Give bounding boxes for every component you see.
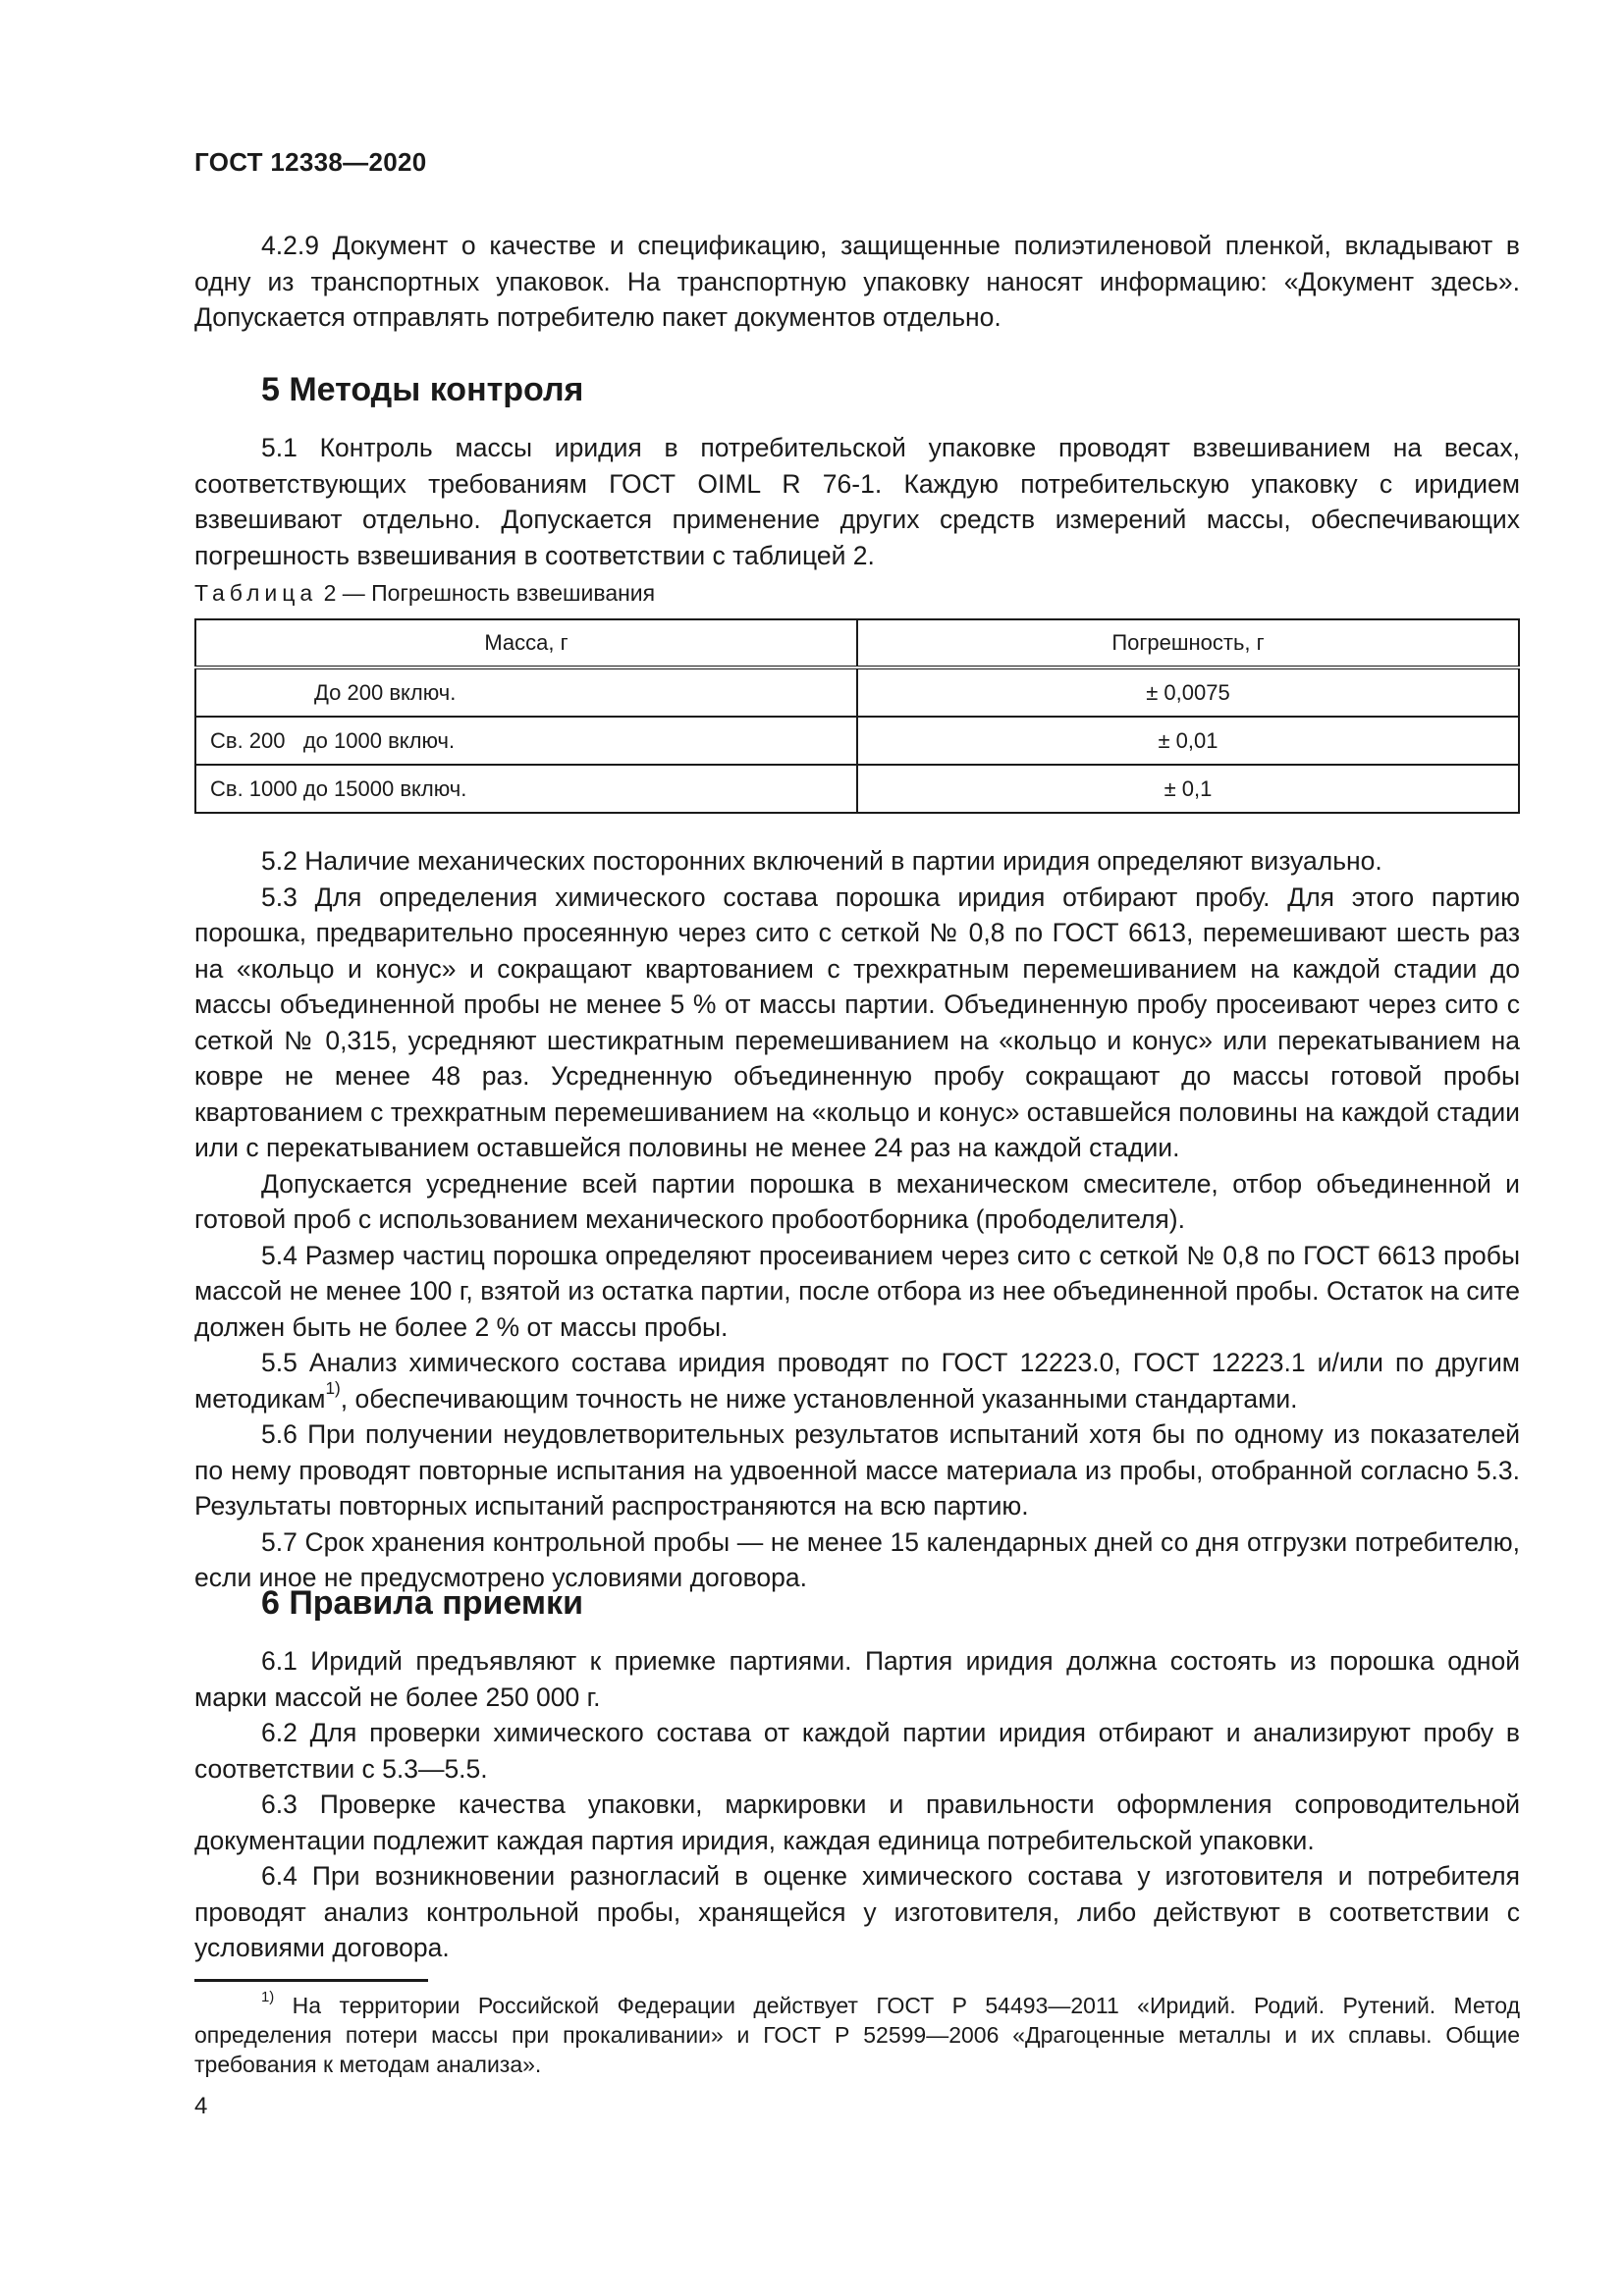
table-row — [195, 717, 1519, 765]
paragraph-5-1: 5.1 Контроль массы иридия в потребительской упаковке проводят взвешиванием на весах, соответствующих требованиям ГОСТ OIML R 76-1. Каждую потребительскую упаковку с иридием взвешивают отдельно. Допускается применение других средств измерений массы, обеспечивающих погрешность взвешивания в соответствии с таблицей 2. — [194, 433, 1520, 570]
section-6-heading-block — [194, 1583, 1520, 1623]
table-row — [195, 765, 1519, 813]
paragraph-5-7: 5.7 Срок хранения контрольной пробы — не менее 15 календарных дней со дня отгрузки потребителю, если иное не предусмотрено условиями договора. — [194, 1526, 1520, 1592]
table-cell-error: ± 0,01 — [857, 717, 1519, 765]
section-5-heading-block — [194, 370, 1520, 409]
paragraph-5-1-block — [194, 430, 1520, 573]
page-number: 4 — [194, 2093, 208, 2119]
paragraph-6-1: 6.1 Иридий предъявляют к приемке партиями. Партия иридия должна состоять из порошка одной марки массой не более 250 000 г. — [194, 1646, 1520, 1712]
paragraph-6-4: 6.4 При возникновении разногласий в оценке химического состава у изготовителя и потребителя проводят анализ контрольной пробы, хранящейся у изготовителя, либо действуют в соответствии с условиями договора. — [194, 1861, 1520, 1962]
paragraph-4-2-9: 4.2.9 Документ о качестве и спецификацию, защищенные полиэтиленовой пленкой, вкладывают в одну из транспортных упаковок. На транспортную упаковку наносят информацию: «Документ здесь». Допускается отправлять потребителю пакет документов отдельно. — [194, 231, 1520, 332]
paragraph-5-4: 5.4 Размер частиц порошка определяют просеиванием через сито с сеткой № 0,8 по ГОСТ 6613 пробы массой не менее 100 г, взятой из остатка партии, после отбора из нее объединенной пробы. Остаток на сите должен быть не более 2 % от массы пробы. — [194, 1240, 1520, 1342]
table-caption-label: Таблица — [194, 580, 318, 606]
table-caption-text: 2 — Погрешность взвешивания — [317, 580, 656, 606]
table-cell-error: ± 0,1 — [857, 765, 1519, 813]
section-5-body — [194, 843, 1520, 1596]
footnote — [194, 1991, 1520, 2079]
footnote-reference: 1) — [325, 1377, 341, 1398]
footnote-divider — [194, 1979, 428, 1982]
footnote-mark: 1) — [261, 1989, 275, 2006]
table-row — [195, 667, 1519, 717]
paragraph-5-5-start: 5.5 Анализ химического состава иридия проводят по ГОСТ 12223.0, ГОСТ 12223.1 и/или по другим методикам — [194, 1348, 1520, 1414]
paragraph-5-3-addendum: Допускается усреднение всей партии порошка в механическом смесителе, отбор объединенной и готовой проб с использованием механического пробоотборника (прободелителя). — [194, 1168, 1520, 1234]
paragraph-5-3: 5.3 Для определения химического состава порошка иридия отбирают пробу. Для этого партию порошка, предварительно просеянную через сито с сеткой № 0,8 по ГОСТ 6613, перемешивают шесть раз на «кольцо и конус» и сокращают квартованием с трехкратным перемешиванием на каждой стадии до массы объединенной пробы не менее 5 % от массы партии. Объединенную пробу просеивают через сито с сеткой № 0,315, усредняют шестикратным перемешиванием на «кольцо и конус» или перекатыванием на ковре не менее 48 раз. Усредненную объединенную пробу сокращают до массы готовой пробы квартованием с трехкратным перемешиванием на «кольцо и конус» оставшейся половины на каждой стадии или с перекатыванием оставшейся половины не менее 24 раз на каждой стадии. — [194, 881, 1520, 1162]
weighing-error-table — [194, 618, 1520, 814]
table-caption — [194, 578, 1520, 608]
footnote-text: На территории Российской Федерации действует ГОСТ Р 54493—2011 «Иридий. Родий. Рутений. Метод определения потери массы при прокаливании» и ГОСТ Р 52599—2006 «Драгоценные металлы и их сплавы. Общие требования к методам анализа». — [194, 1993, 1520, 2077]
paragraph-4-2-9-block — [194, 228, 1520, 336]
section-6-title: 6 Правила приемки — [261, 1584, 583, 1622]
table-cell-error: ± 0,0075 — [857, 667, 1519, 717]
paragraph-5-6: 5.6 При получении неудовлетворительных результатов испытаний хотя бы по одному из показателей по нему проводят повторные испытания на удвоенной массе материала из пробы, отобранной согласно 5.3. Результаты повторных испытаний распространяются на всю партию. — [194, 1419, 1520, 1521]
table-cell-mass: Св. 1000 до 15000 включ. — [195, 765, 857, 813]
paragraph-5-5-end: , обеспечивающим точность не ниже установленной указанными стандартами. — [340, 1383, 1298, 1414]
table-cell-mass: До 200 включ. — [195, 667, 857, 717]
table-header-mass: Масса, г — [195, 619, 857, 667]
table-header-row — [195, 619, 1519, 667]
section-6-body — [194, 1643, 1520, 1966]
paragraph-6-3: 6.3 Проверке качества упаковки, маркировки и правильности оформления сопроводительной документации подлежит каждая партия иридия, каждая единица потребительской упаковки. — [194, 1789, 1520, 1855]
section-5-title: 5 Методы контроля — [261, 371, 584, 408]
table-cell-mass: Св. 200 до 1000 включ. — [195, 717, 857, 765]
paragraph-5-2: 5.2 Наличие механических посторонних включений в партии иридия определяют визуально. — [261, 846, 1382, 876]
table-header-error: Погрешность, г — [857, 619, 1519, 667]
paragraph-5-5 — [194, 1345, 1520, 1416]
document-header: ГОСТ 12338—2020 — [194, 147, 427, 177]
paragraph-6-2: 6.2 Для проверки химического состава от каждой партии иридия отбирают и анализируют пробу в соответствии с 5.3—5.5. — [194, 1718, 1520, 1784]
